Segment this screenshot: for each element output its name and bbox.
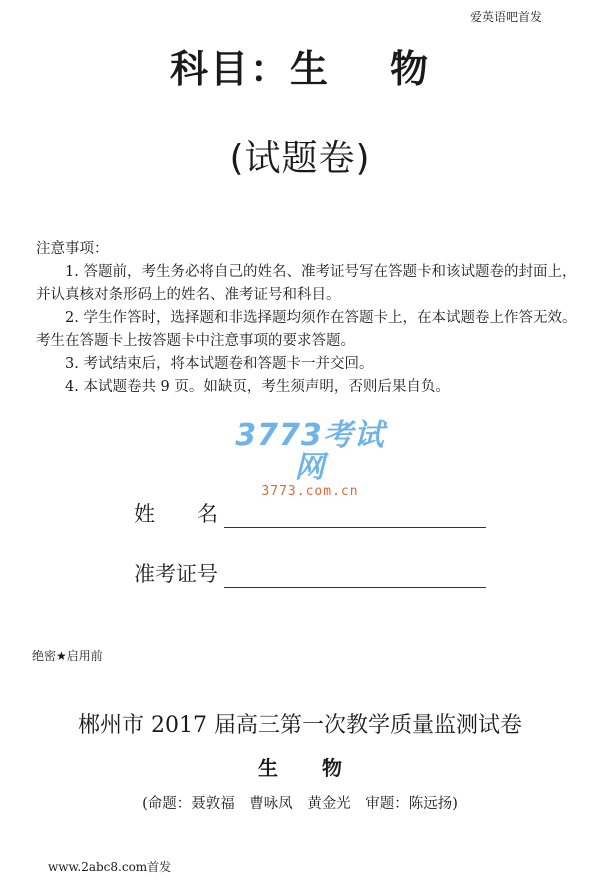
watermark-logo-text: 3773考试网 xyxy=(235,418,385,485)
footer-note: www.2abc8.com首发 xyxy=(48,860,172,874)
exam-title: 郴州市 2017 届高三第一次教学质量监测试卷 xyxy=(78,713,522,738)
exam-subject xyxy=(0,752,600,781)
secret-mark: 绝密★启用前 xyxy=(32,649,103,663)
exam-id-label: 准考证号 xyxy=(134,562,218,586)
name-label xyxy=(134,498,218,528)
watermark-url: 3773.com.cn xyxy=(261,484,359,499)
name-blank-line xyxy=(224,505,486,528)
paper-type: (试题卷) xyxy=(229,138,371,179)
subject-label: 科目： xyxy=(169,47,290,91)
exam-subject-char-2: 物 xyxy=(322,756,342,780)
notice-item-2: 2. 学生作答时，选择题和非选择题均须作在答题卡上，在本试题卷上作答无效。考生在答题卡上按答题卡中注意事项的要求答题。 xyxy=(36,310,577,349)
watermark-logo xyxy=(220,420,400,499)
notice-section xyxy=(36,238,584,399)
name-label-char-2: 名 xyxy=(197,502,218,526)
authors-line: (命题：聂敦福 曹咏凤 黄金光 审题：陈远扬) xyxy=(142,796,458,812)
subject-line xyxy=(0,38,600,93)
name-label-char-1: 姓 xyxy=(134,502,155,526)
exam-id-blank-line xyxy=(224,565,486,588)
notice-item-4: 4. 本试题卷共 9 页。如缺页，考生须声明，否则后果自负。 xyxy=(65,379,450,395)
subject-char-1: 生 xyxy=(289,47,330,91)
exam-id-field xyxy=(134,558,486,588)
notice-item-1: 1. 答题前，考生务必将自己的姓名、准考证号写在答题卡和该试题卷的封面上，并认真核对条形码上的姓名、准考证号和科目。 xyxy=(36,264,577,303)
notice-heading: 注意事项： xyxy=(36,241,109,257)
notice-item-3: 3. 考试结束后，将本试题卷和答题卡一并交回。 xyxy=(65,356,374,372)
header-note: 爱英语吧首发 xyxy=(469,10,542,24)
subject-char-2: 物 xyxy=(390,47,431,91)
exam-subject-char-1: 生 xyxy=(258,756,278,780)
name-field xyxy=(134,498,486,528)
